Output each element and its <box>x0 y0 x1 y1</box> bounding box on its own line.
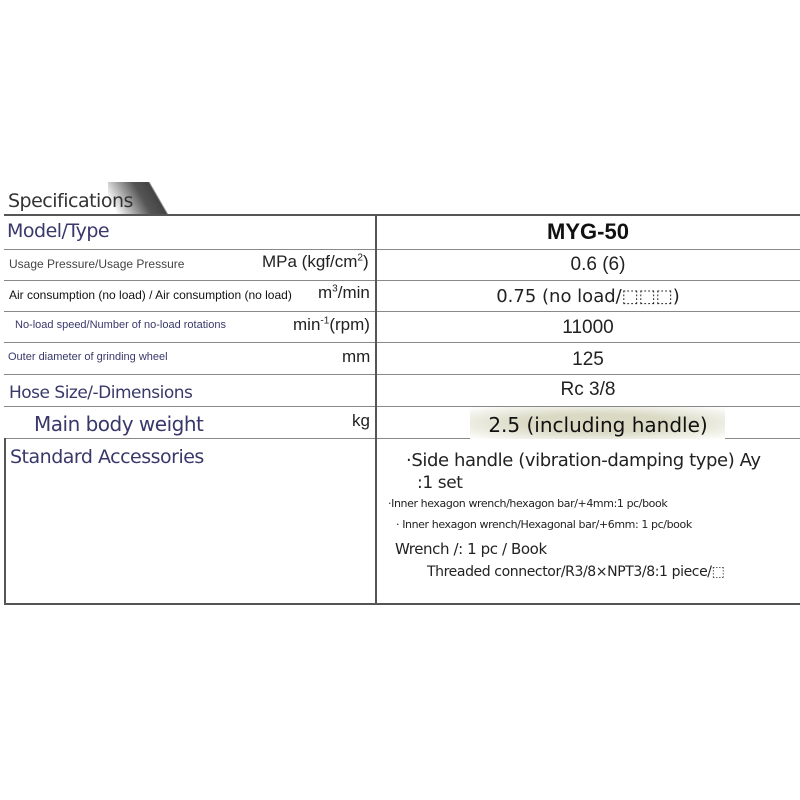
row-divider <box>4 342 800 343</box>
unit-no-load-speed: $\min^{-1}(rpm)$ <box>293 315 370 334</box>
row-divider <box>4 280 800 281</box>
label-outer-diameter: Outer diameter of grinding wheel <box>8 351 168 363</box>
accessory-line: · Inner hexagon wrench/Hexagonal bar/+6mm: 1 pc/book <box>396 518 692 531</box>
row-divider <box>4 374 800 375</box>
label-usage-pressure: Usage Pressure/Usage Pressure <box>9 257 185 271</box>
unit-air-consumption: $m^3/\min$ <box>318 283 370 302</box>
unit-body-weight: kg <box>352 411 370 430</box>
value-outer-diameter: 125 <box>572 349 604 370</box>
accessory-line: ·Side handle (vibration-damping type) Ay <box>406 450 761 471</box>
label-body-weight: Main body weight <box>34 412 204 436</box>
table-bottom-border <box>4 603 800 605</box>
accessory-line: ·Inner hexagon wrench/hexagon bar/+4mm:1 pc/book <box>388 497 668 510</box>
column-divider <box>375 214 377 604</box>
row-divider <box>4 249 800 250</box>
value-hose-size: Rc 3/8 <box>560 379 616 400</box>
accessory-line: Threaded connector/R3/8×NPT3/8:1 piece/⬚ <box>427 564 725 580</box>
label-air-consumption: Air consumption (no load) / Air consumption (no load) <box>9 288 292 302</box>
label-standard-accessories: Standard Accessories <box>10 446 204 468</box>
value-no-load-speed: 11000 <box>562 317 614 338</box>
label-hose-size: Hose Size/-Dimensions <box>9 383 193 403</box>
label-model-type: Model/Type <box>7 220 110 242</box>
value-body-weight: 2.5 (including handle) <box>488 413 708 437</box>
accessory-line: :1 set <box>417 473 463 493</box>
value-air-consumption: 0.75 (no load/⬚⬚⬚) <box>496 286 680 307</box>
table-left-border <box>4 438 6 604</box>
unit-usage-pressure: MPa $(kgf/cm^2)$ <box>262 252 369 271</box>
spec-title: Specifications <box>8 190 133 212</box>
value-model-type: MYG-50 <box>547 219 629 244</box>
label-no-load-speed: No-load speed/Number of no-load rotations <box>15 319 226 331</box>
value-usage-pressure: 0.6 (6) <box>570 254 626 275</box>
accessory-line: Wrench /: 1 pc / Book <box>395 540 547 558</box>
row-divider <box>4 311 800 312</box>
unit-outer-diameter: mm <box>342 347 371 366</box>
table-top-border <box>4 214 800 216</box>
